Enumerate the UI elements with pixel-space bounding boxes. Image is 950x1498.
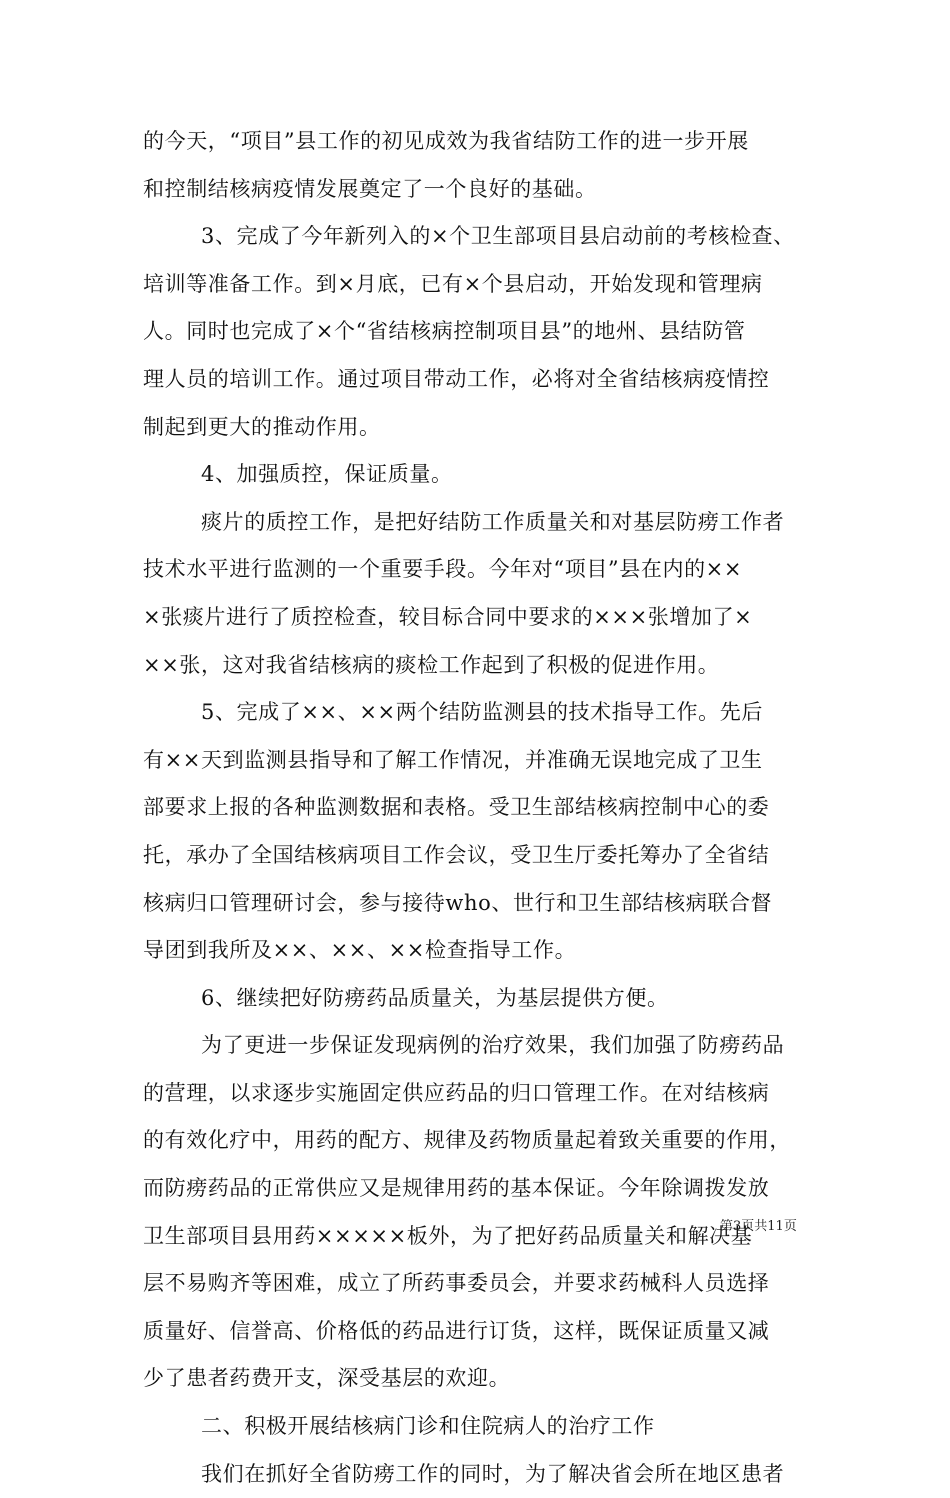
text-line: 为了更进一步保证发现病例的治疗效果，我们加强了防痨药品 [201, 1033, 785, 1058]
text-line: 6、继续把好防痨药品质量关，为基层提供方便。 [201, 985, 669, 1010]
page-number: 第3页共11页 [720, 1219, 797, 1234]
text-line: 理人员的培训工作。通过项目带动工作，必将对全省结核病疫情控 [143, 366, 770, 391]
text-line: 人。同时也完成了×个“省结核病控制项目县”的地州、县结防管 [143, 319, 746, 344]
text-line: 的今天，“项目”县工作的初见成效为我省结防工作的进一步开展 [143, 129, 749, 153]
text-line: 而防痨药品的正常供应又是规律用药的基本保证。今年除调拨发放 [143, 1176, 770, 1201]
text-line: 少了患者药费开支，深受基层的欢迎。 [143, 1366, 511, 1391]
text-line: 制起到更大的推动作用。 [143, 414, 381, 439]
text-line: 的营理，以求逐步实施固定供应药品的归口管理工作。在对结核病 [143, 1080, 770, 1105]
text-line: 我们在抓好全省防痨工作的同时，为了解决省会所在地区患者 [201, 1461, 785, 1486]
text-line: ×张痰片进行了质控检查，较目标合同中要求的×××张增加了× [143, 604, 753, 629]
text-line: 4、加强质控，保证质量。 [201, 462, 453, 487]
text-line: 卫生部项目县用药×××××板外，为了把好药品质量关和解决基 [143, 1223, 753, 1248]
text-line: ××张，这对我省结核病的痰检工作起到了积极的促进作用。 [143, 652, 720, 677]
text-line: 痰片的质控工作，是把好结防工作质量关和对基层防痨工作者 [201, 509, 785, 534]
text-line: 培训等准备工作。到×月底，已有×个县启动，开始发现和管理病 [143, 271, 763, 296]
text-line: 3、完成了今年新列入的×个卫生部项目县启动前的考核检查、 [201, 224, 795, 249]
text-line: 的有效化疗中，用药的配方、规律及药物质量起着致关重要的作用， [143, 1128, 791, 1153]
text-line: 部要求上报的各种监测数据和表格。受卫生部结核病控制中心的委 [143, 795, 770, 820]
text-line: 核病归口管理研讨会，参与接待who、世行和卫生部结核病联合督 [143, 890, 773, 915]
text-line: 和控制结核病疫情发展奠定了一个良好的基础。 [143, 176, 597, 201]
text-line: 技术水平进行监测的一个重要手段。今年对“项目”县在内的×× [143, 557, 743, 582]
text-line: 质量好、信誉高、价格低的药品进行订货，这样，既保证质量又减 [143, 1318, 770, 1343]
document-body [143, 118, 807, 1498]
text-line: 有××天到监测县指导和了解工作情况，并准确无误地完成了卫生 [143, 747, 763, 772]
text-line: 导团到我所及××、××、××检查指导工作。 [143, 938, 577, 963]
text-line: 5、完成了××、××两个结防监测县的技术指导工作。先后 [201, 700, 763, 725]
text-line: 层不易购齐等困难，成立了所药事委员会，并要求药械科人员选择 [143, 1271, 770, 1296]
section-heading: 二、积极开展结核病门诊和住院病人的治疗工作 [201, 1414, 655, 1439]
text-line: 托，承办了全国结核病项目工作会议，受卫生厅委托筹办了全省结 [143, 842, 770, 867]
